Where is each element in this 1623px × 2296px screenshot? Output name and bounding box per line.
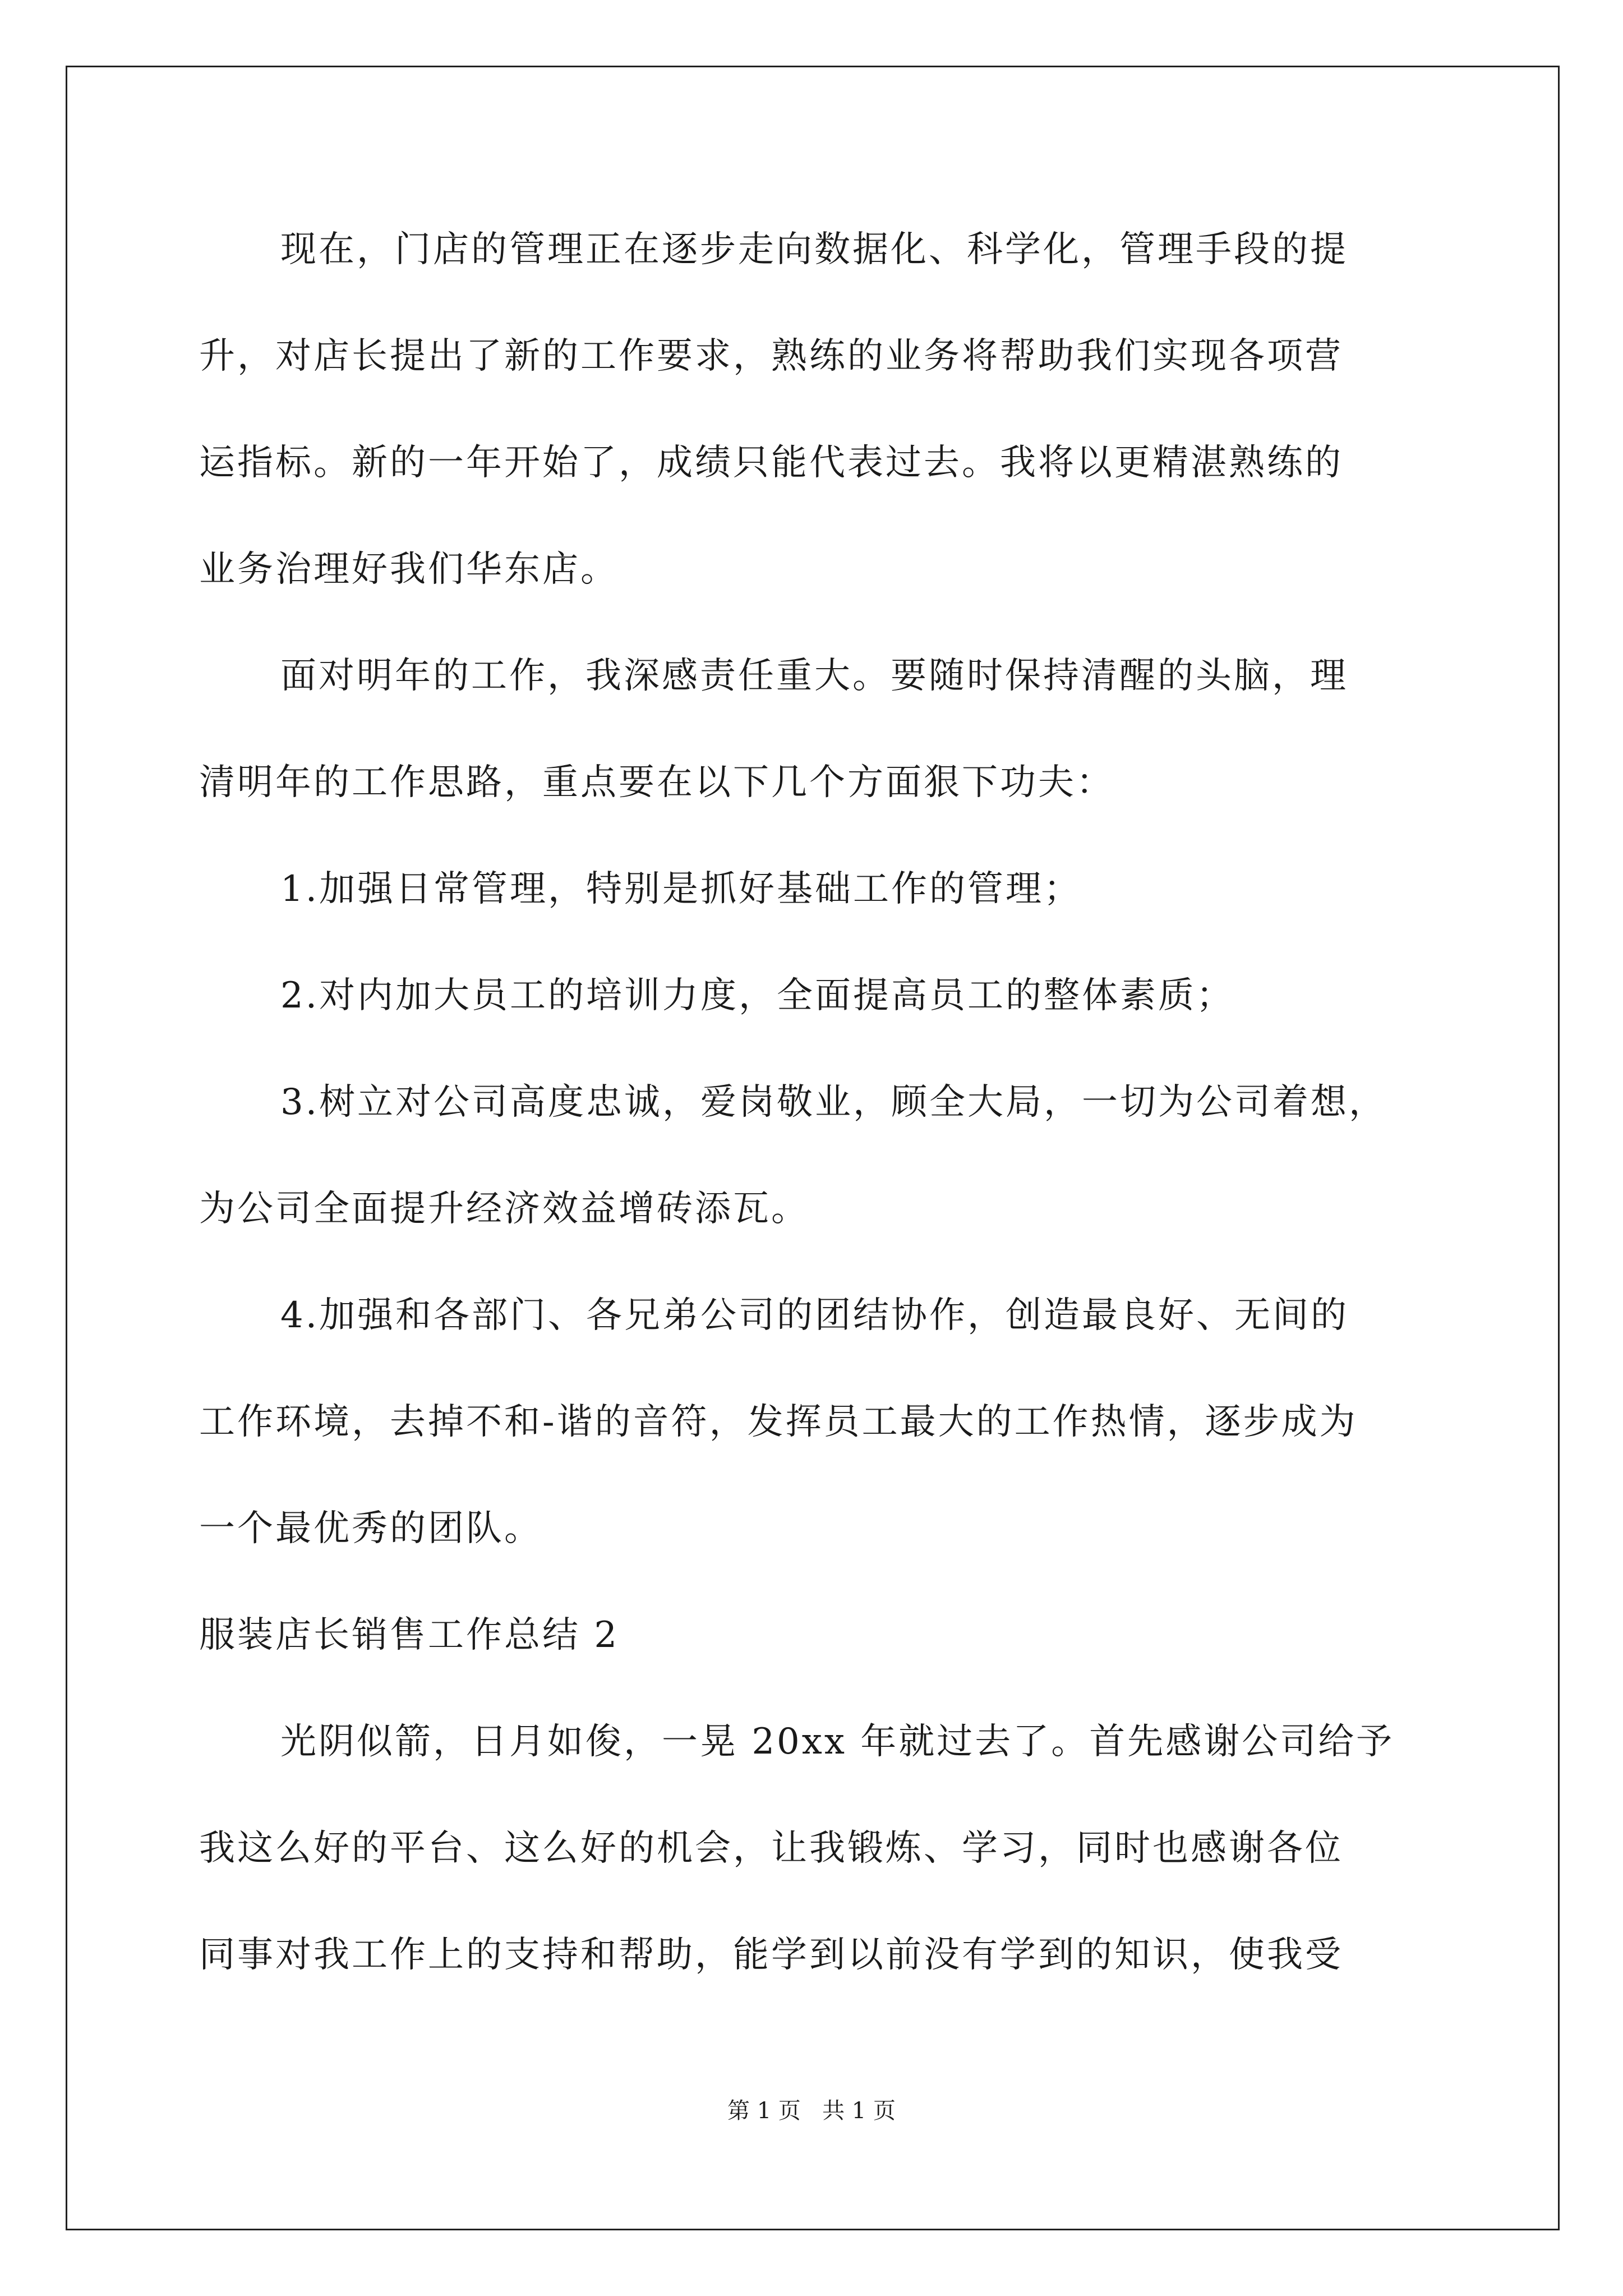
paragraph-line: 运指标。新的一年开始了，成绩只能代表过去。我将以更精湛熟练的 [199,442,1343,484]
paragraph-line: 业务治理好我们华东店。 [199,549,619,590]
list-item-line: 2.对内加大员工的培训力度，全面提高员工的整体素质； [280,975,1235,1016]
list-item-line: 为公司全面提升经济效益增砖添瓦。 [199,1188,809,1230]
paragraph-line: 清明年的工作思路，重点要在以下几个方面狠下功夫： [199,762,1114,803]
list-item-line: 1.加强日常管理，特别是抓好基础工作的管理； [280,868,1082,910]
paragraph-line: 面对明年的工作，我深感责任重大。要随时保持清醒的头脑，理 [280,655,1348,697]
list-item-line: 3.树立对公司高度忠诚，爱岗敬业，顾全大局，一切为公司着想， [280,1082,1387,1123]
paragraph-line: 光阴似箭，日月如俊，一晃 20xx 年就过去了。首先感谢公司给予 [280,1721,1395,1763]
list-item-line: 4.加强和各部门、各兄弟公司的团结协作，创造最良好、无间的 [280,1295,1349,1336]
paragraph-line: 现在，门店的管理正在逐步走向数据化、科学化，管理手段的提 [280,229,1348,270]
list-item-line: 工作环境，去掉不和-谐的音符，发挥员工最大的工作热情，逐步成为 [199,1401,1358,1443]
paragraph-line: 升，对店长提出了新的工作要求，熟练的业务将帮助我们实现各项营 [199,335,1343,377]
page-border [66,66,1560,2230]
paragraph-line: 同事对我工作上的支持和帮助，能学到以前没有学到的知识，使我受 [199,1934,1343,1976]
paragraph-line: 我这么好的平台、这么好的机会，让我锻炼、学习，同时也感谢各位 [199,1828,1343,1869]
page-number: 第 1 页 共 1 页 [727,2098,896,2124]
list-item-line: 一个最优秀的团队。 [199,1508,542,1549]
section-heading: 服装店长销售工作总结 2 [199,1614,620,1656]
